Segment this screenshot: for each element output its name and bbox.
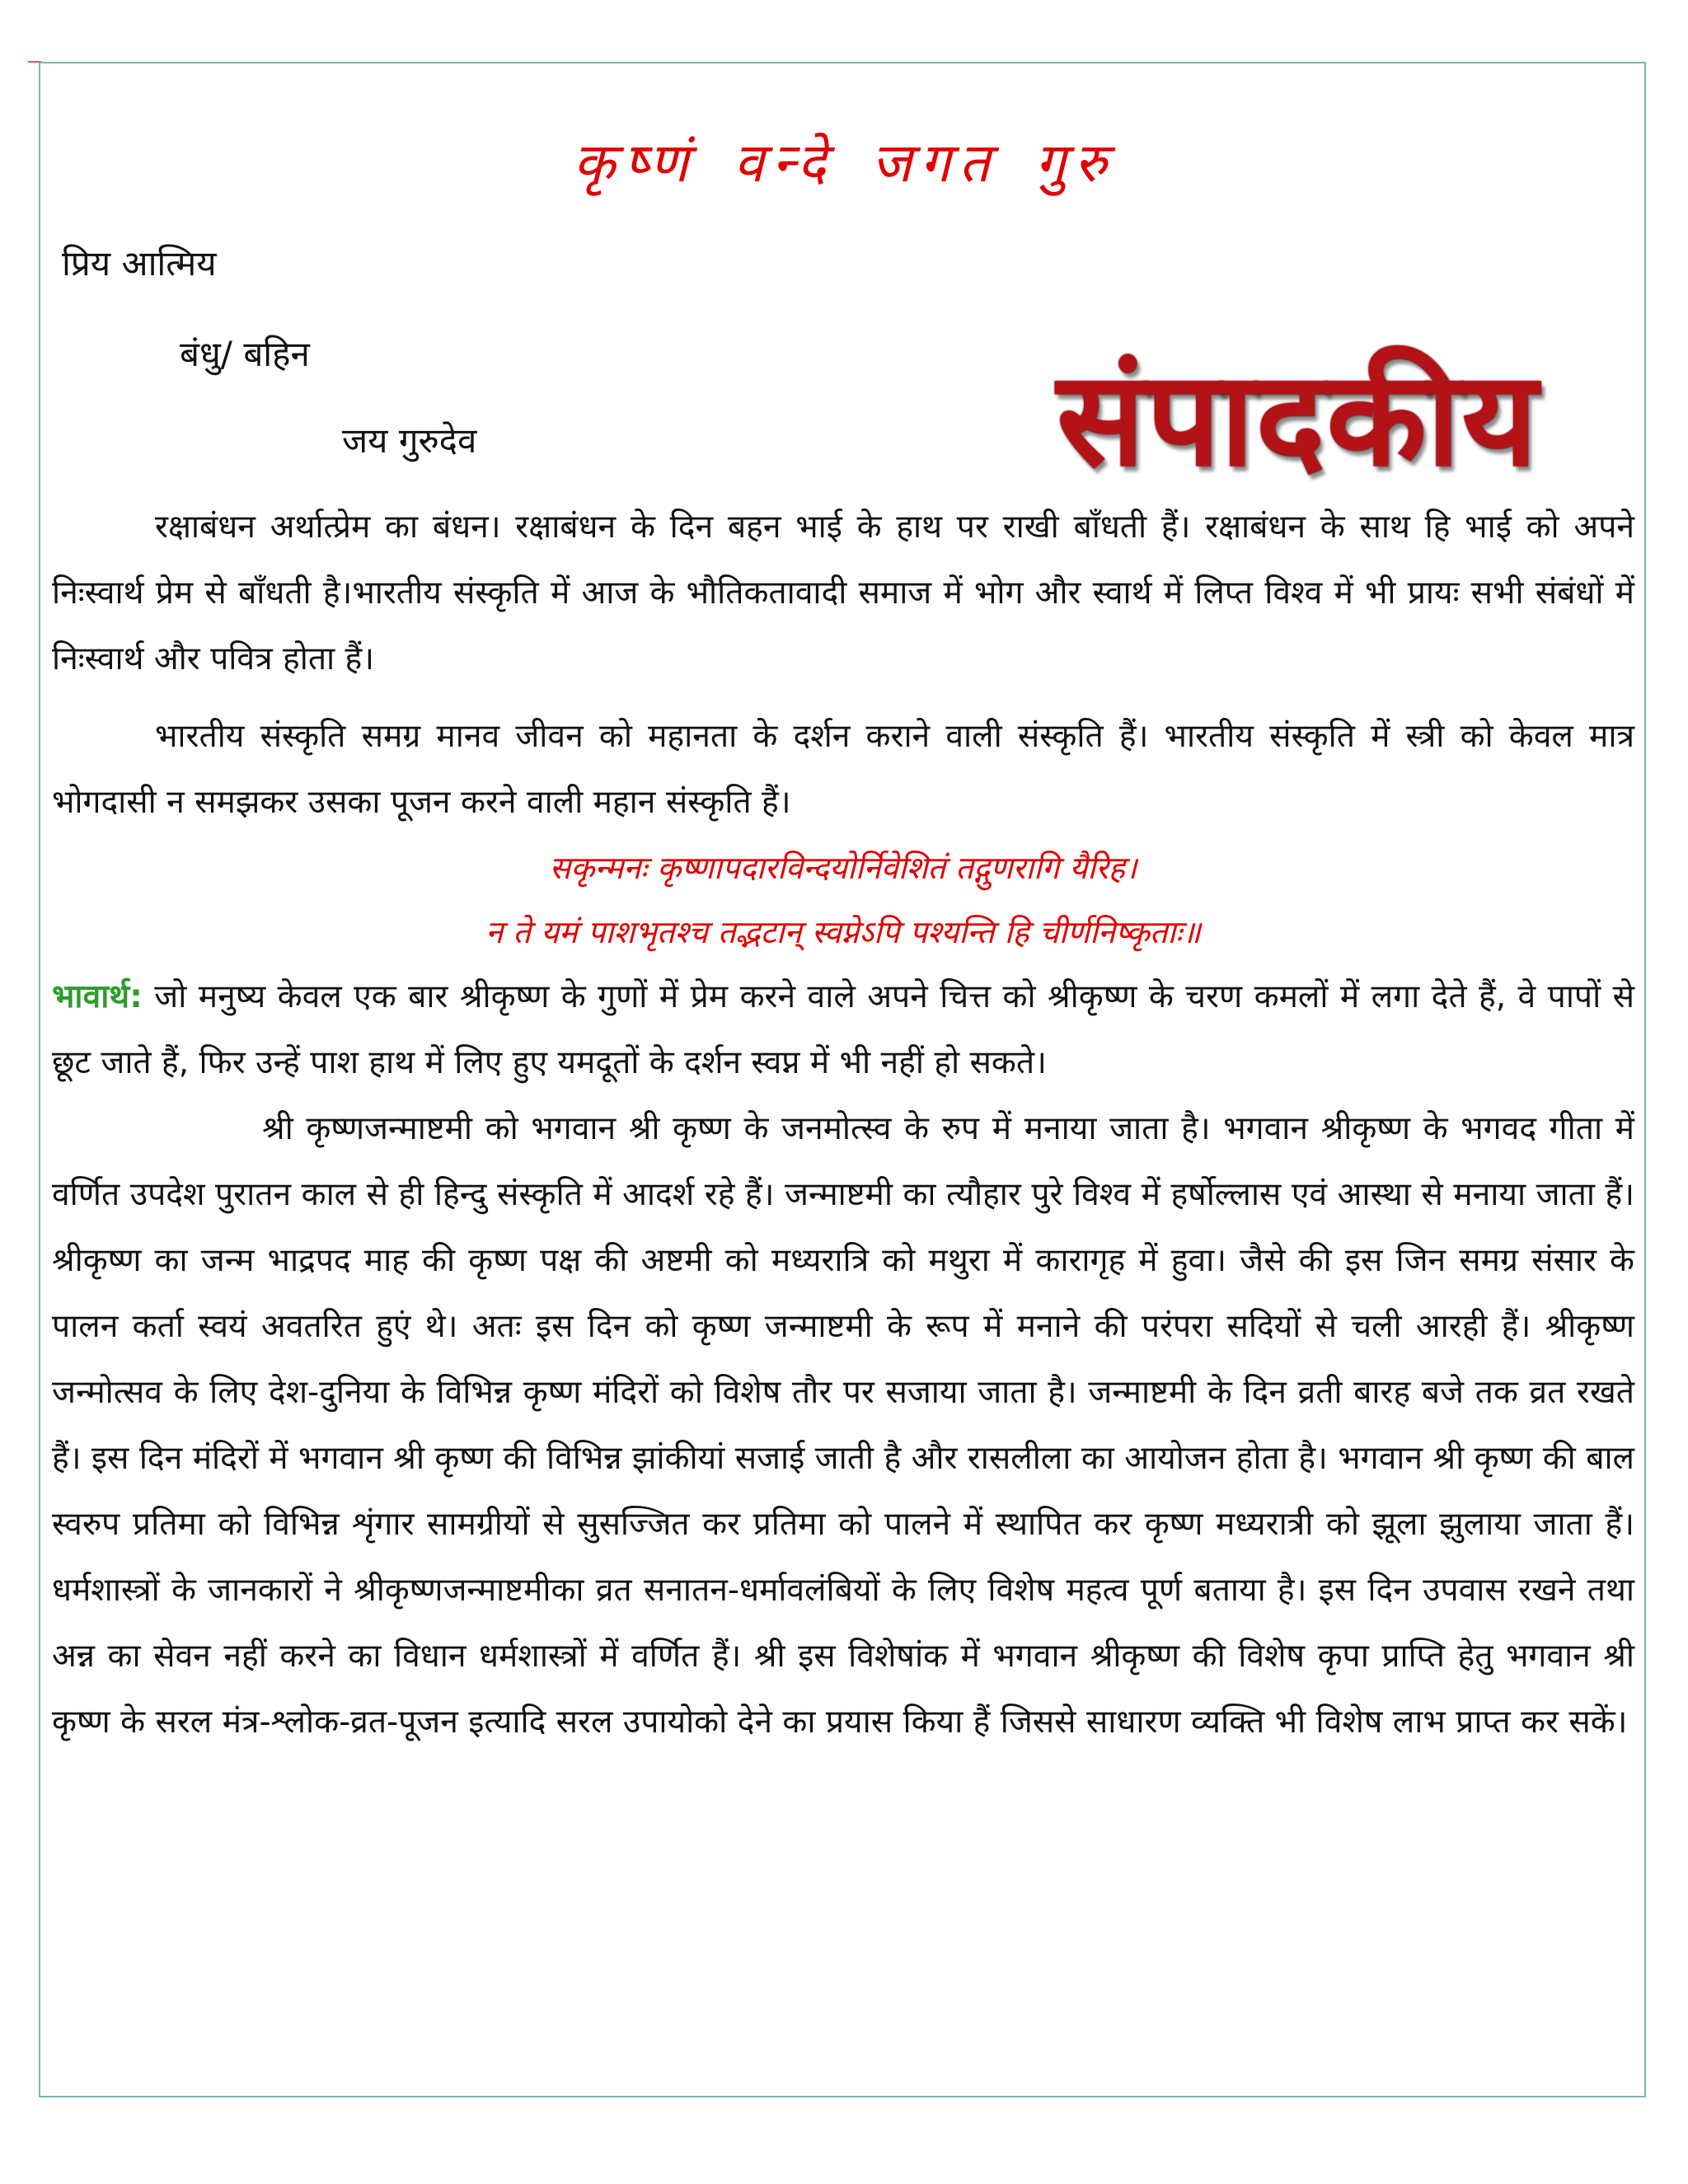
greeting-line-2: बंधु/ बहिन (180, 334, 310, 374)
greeting-line-1: प्रिय आत्मिय (62, 243, 217, 284)
article-body (52, 494, 1634, 1755)
sanskrit-verse-line-2: न ते यमं पाशभृतश्च तद्भटान् स्वप्नेऽपि पश्यन्ति हि चीर्णनिष्कृताः॥ (485, 914, 1201, 950)
paragraph-janmashtami: श्री कृष्णजन्माष्टमी को भगवान श्री कृष्ण के जनमोत्स्व के रुप में मनाया जाता है। भगवान श्रीकृष्ण के भगवद गीता में वर्णित उपदेश पुरातन काल से ही हिन्दु संस्कृति में आदर्श रहे हैं। जन्माष्टमी का त्यौहार पुरे विश्व में हर्षोल्लास एवं आस्था से मनाया जाता हैं। श्रीकृष्ण का जन्म भाद्रपद माह की कृष्ण पक्ष की अष्टमी को मध्यरात्रि को मथुरा में कारागृह में हुवा। जैसे की इस जिन समग्र संसार के पालन कर्ता स्वयं अवतरित हुएं थे। अतः इस दिन को कृष्ण जन्माष्टमी के रूप में मनाने की परंपरा सदियों से चली आरही हैं। श्रीकृष्ण जन्मोत्सव के लिए देश-दुनिया के विभिन्न कृष्ण मंदिरों को विशेष तौर पर सजाया जाता है। जन्माष्टमी के दिन व्रती बारह बजे तक व्रत रखते हैं। इस दिन मंदिरों में भगवान श्री कृष्ण की विभिन्न झांकीयां सजाई जाती है और रासलीला का आयोजन होता है। भगवान श्री कृष्ण की बाल स्वरुप प्रतिमा को विभिन्न शृंगार सामग्रीयों से सुसज्जित कर प्रतिमा को पालने में स्थापित कर कृष्ण मध्यरात्री को झूला झुलाया जाता हैं। धर्मशास्त्रों के जानकारों ने श्रीकृष्णजन्माष्टमीका व्रत सनातन-धर्मावलंबियों के लिए विशेष महत्व पूर्ण बताया है। इस दिन उपवास रखने तथा अन्न का सेवन नहीं करने का विधान धर्मशास्त्रों में वर्णित हैं। श्री इस विशेषांक में भगवान श्रीकृष्ण की विशेष कृपा प्राप्ति हेतु भगवान श्री कृष्ण के सरल मंत्र-श्लोक-व्रत-पूजन इत्यादि सरल उपायोको देने का प्रयास किया हैं जिससे साधारण व्यक्ति भी विशेष लाभ प्राप्त कर सकें। (52, 1110, 1634, 1741)
page-title: कृष्णं वन्दे जगत गुरु (573, 131, 1115, 194)
meaning-text: जो मनुष्य केवल एक बार श्रीकृष्ण के गुणों में प्रेम करने वाले अपने चित्त को श्रीकृष्ण के चरण कमलों में लगा देते हैं, वे पापों से छूट जाते हैं, फिर उन्हें पाश हाथ में लिए हुए यमदूतों के दर्शन स्वप्न में भी नहीं हो सकते। (52, 978, 1634, 1081)
sanskrit-verse-line-1: सकृन्मनः कृष्णापदारविन्दयोर्निवेशितं तद्गुणरागि यैरिह। (549, 850, 1137, 886)
masthead-title: संपादकीय (1057, 344, 1540, 495)
paragraph-meaning (52, 964, 1634, 1096)
paragraph-indian-culture: भारतीय संस्कृति समग्र मानव जीवन को महानता के दर्शन कराने वाली संस्कृति हैं। भारतीय संस्कृति में स्त्री को केवल मात्र भोगदासी न समझकर उसका पूजन करने वाली महान संस्कृति हैं। (52, 718, 1634, 821)
paragraph-rakshabandhan: रक्षाबंधन अर्थात्प्रेम का बंधन। रक्षाबंधन के दिन बहन भाई के हाथ पर राखी बाँधती हैं। रक्षाबंधन के साथ हि भाई को अपने निःस्वार्थ प्रेम से बाँधती है।भारतीय संस्कृति में आज के भौतिकतावादी समाज में भोग और स्वार्थ में लिप्त विश्व में भी प्रायः सभी संबंधों में निःस्वार्थ और पवित्र होता हैं। (52, 509, 1634, 677)
greeting-line-3: जय गुरुदेव (342, 420, 477, 461)
meaning-label: भावार्थ: (52, 978, 143, 1015)
